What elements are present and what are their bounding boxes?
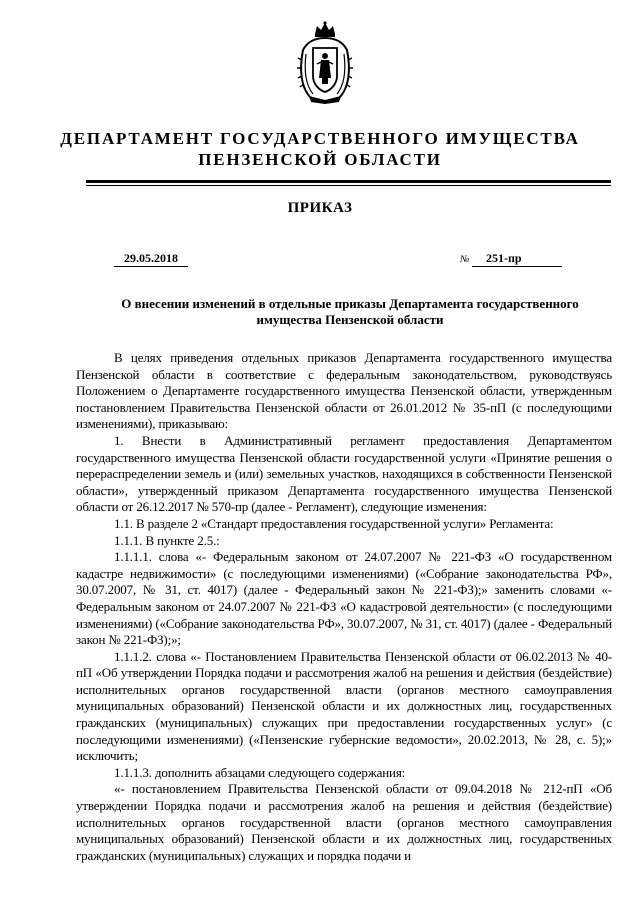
body-paragraph: «- постановлением Правительства Пензенской области от 09.04.2018 № 212-пП «Об утверждении Порядка подачи и рассмотрения жалоб на решения и действия (бездействие) исполнительных органов государственной власти (органов местного самоуправления муниципальных образований) Пензенской области и их должностных лиц, государственных гражданских (муниципальных) служащих и порядка подачи и bbox=[76, 781, 612, 863]
body-paragraph: 1.1.1.2. слова «- Постановлением Правительства Пензенской области от 06.02.2013 № 40-пП «Об утверждении Порядка подачи и рассмотрения жалоб на решения и действия (бездействие) исполнительных органов государственной власти (органов местного самоуправления муниципальных образований) Пензенской области и их должностных лиц, государственных гражданских (муниципальных) служащих при предоставлении государственных услуг» (с последующими изменениями) («Пензенские губернские ведомости», 20.02.2013, № 28, с. 5);» исключить; bbox=[76, 648, 612, 764]
header-divider-thick bbox=[86, 180, 611, 183]
penza-region-coat-of-arms-icon bbox=[295, 20, 355, 104]
body-paragraph: 1.1.1.3. дополнить абзацами следующего содержания: bbox=[114, 764, 406, 780]
body-paragraph: 1.1.1.1. слова «- Федеральным законом от 24.07.2007 № 221-ФЗ «О государственном кадастре недвижимости» (с последующими изменениями) («Собрание законодательства РФ», 30.07.2007, № 31, ст. 4017) (далее - Федеральный закон № 221-ФЗ);» заменить словами «- Федеральным законом от 24.07.2007 № 221-ФЗ «О кадастровой деятельности» (с последующими изменениями) («Собрание законодательства РФ», 30.07.2007, № 31, ст. 4017) (далее - Федеральный закон № 221-ФЗ);»; bbox=[76, 549, 612, 648]
department-title-line2: ПЕНЗЕНСКОЙ ОБЛАСТИ bbox=[198, 150, 442, 169]
order-title: ПРИКАЗ bbox=[287, 200, 353, 216]
department-title-line1: ДЕПАРТАМЕНТ ГОСУДАРСТВЕННОГО ИМУЩЕСТВА bbox=[60, 129, 580, 148]
order-subject bbox=[60, 296, 640, 328]
order-number: 251-пр bbox=[472, 251, 562, 267]
body-paragraph: В целях приведения отдельных приказов Департамента государственного имущества Пензенской области в соответствие с федеральным законодательством, руководствуясь Положением о Департаменте государственного имущества Пензенской области, утвержденным постановлением Правительства Пензенской области от 26.01.2012 № 35-пП (с последующими изменениями), приказываю: bbox=[76, 350, 612, 432]
body-paragraph: 1.1. В разделе 2 «Стандарт предоставления государственной услуги» Регламента: bbox=[114, 515, 554, 531]
order-subject-line1: О внесении изменений в отдельные приказы Департамента государственного bbox=[121, 296, 579, 311]
order-body bbox=[76, 350, 612, 864]
order-subject-line2: имущества Пензенской области bbox=[256, 312, 444, 327]
body-paragraph: 1.1.1. В пункте 2.5.: bbox=[114, 532, 220, 548]
order-date: 29.05.2018 bbox=[114, 251, 188, 267]
header-divider-thin bbox=[86, 185, 611, 186]
body-paragraph: 1. Внести в Административный регламент предоставления Департаментом государственного имущества Пензенской области государственной услуги «Принятие решения о перераспределении земель и (или) земельных участков, находящихся в собственности Пензенской области», утвержденный приказом Департамента государственного имущества Пензенской области от 26.12.2017 № 570-пр (далее - Регламент), следующие изменения: bbox=[76, 432, 612, 515]
order-number-sign: № bbox=[460, 254, 470, 265]
